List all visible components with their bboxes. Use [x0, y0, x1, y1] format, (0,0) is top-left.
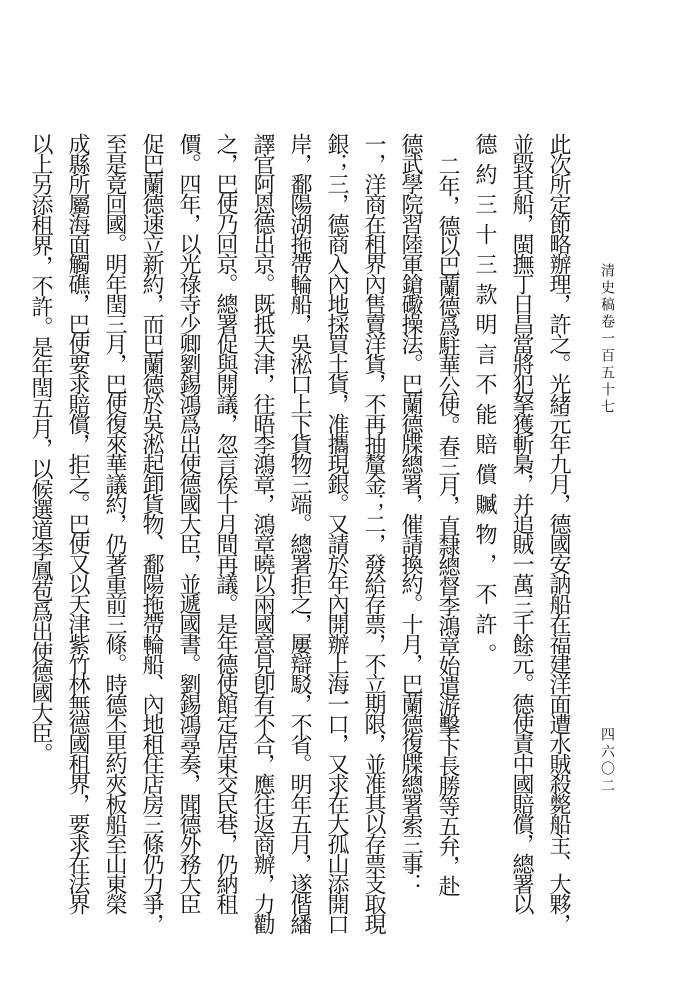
text-column: 岸，鄱陽湖拖帶輪船，吳淞口上下貨物三端。總署拒之，屢辯駁，不省。明年五月，遂偕繙 — [287, 133, 312, 933]
text-column: 譯官阿恩德出京。既抵天津，往晤李鴻章，鴻章曉以兩國意見卽有不合，應往返商辦，力勸 — [250, 133, 275, 933]
page-number: 四六〇二 — [599, 727, 615, 795]
text-column: 德武學院習陸軍鎗礮操法。巴蘭德牒總署，催請換約。十月，巴蘭德復牒總署索三事： — [398, 133, 423, 893]
text-column: 此次所定節略辦理，許之。光緒元年九月，德國安訥船在福建洋面遭水賊殺斃船主、大夥， — [546, 133, 571, 933]
text-column: 二年，德以巴蘭德爲駐華公使。春三月，直隸總督李鴻章始遣游擊卞長勝等五弁，赴 — [435, 155, 460, 895]
text-column: 德約三十三款明言不能賠償贓物，不許。 — [472, 133, 497, 673]
body-text — [19, 133, 571, 933]
text-column: 價。四年，以光祿寺少卿劉錫鴻爲出使德國大臣，並遞國書。劉錫鴻尋奏，聞德外務大臣 — [176, 133, 201, 913]
text-column: 並毀其船，閩撫丁日昌當將犯拏獲斬梟，并追賊一萬三千餘元。德使責中國賠償，總署以 — [509, 133, 534, 913]
text-column: 以上另添租界，不許。是年閏五月，以候選道李鳳苞爲出使德國大臣。 — [28, 133, 53, 764]
running-title: 清史稿卷一百五十七 — [599, 263, 615, 416]
text-column: 至是竟回國。明年閏三月，巴使復來華議約，仍著重前三條。時德丕里約夾板船至山東榮 — [102, 133, 127, 913]
text-column: 成縣所屬海面觸礁，巴使要求賠償，拒之。巴使又以天津紫竹林無德國租界，要求在法界 — [65, 133, 90, 913]
text-column: 促巴蘭德速立新約，而巴蘭德於吳淞起卸貨物、鄱陽拖帶輪船、內地租住店房三條仍力爭， — [139, 133, 164, 933]
text-column: 銀；三，德商入內地採買土貨，准攜現銀。又請於年內開辦上海一口，又求在大孤山添開口 — [324, 133, 349, 933]
text-column: 一，洋商在租界內售賣洋貨，不再抽釐金；二，發給存票，不立期限，並准其以存票支取現 — [361, 133, 386, 933]
text-column: 之，巴使乃回京。總署促與開議，忽言俟十月間再議。是年德使館定居東交民巷，仍納租 — [213, 133, 238, 913]
